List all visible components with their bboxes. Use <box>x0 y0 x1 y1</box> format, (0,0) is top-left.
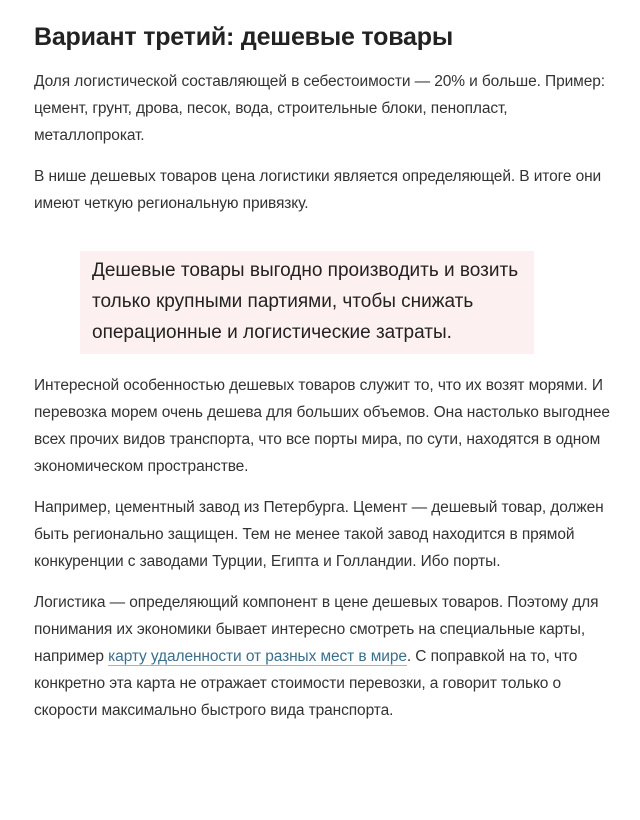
distance-map-link[interactable]: карту удаленности от разных мест в мире <box>108 648 407 665</box>
paragraph-maps-text-before: Логистика — определяющий компонент в цене дешевых товаров. Поэтому для понимания их экономики бывает интересно смотреть на специальные карты, например <box>34 594 599 665</box>
paragraph-cement-example: Например, цементный завод из Петербурга. Цемент — дешевый товар, должен быть регионально защищен. Тем не менее такой завод находится в прямой конкуренции с заводами Турции, Египта и Голландии. Ибо порты. <box>34 499 604 570</box>
paragraph-sea-transport: Интересной особенностью дешевых товаров служит то, что их возят морями. И перевозка морем очень дешева для больших объемов. Она настолько выгоднее всех прочих видов транспорта, что все порты мира, по сути, находятся в одном экономическом пространстве. <box>34 377 610 475</box>
section-heading: Вариант третий: дешевые товары <box>34 23 453 51</box>
paragraph-maps-text-after: . С поправкой на то, что конкретно эта карта не отражает стоимости перевозки, а говорит только о скорости максимально быстрого вида транспорта. <box>34 648 578 719</box>
paragraph-logistics-share: Доля логистической составляющей в себестоимости — 20% и больше. Пример: цемент, грунт, дрова, песок, вода, строительные блоки, пенопласт, металлопрокат. <box>34 73 605 144</box>
paragraph-maps <box>34 589 620 724</box>
pull-quote: Дешевые товары выгодно производить и возить только крупными партиями, чтобы снижать операционные и логистические затраты. <box>80 251 534 354</box>
paragraph-logistics-decisive: В нише дешевых товаров цена логистики является определяющей. В итоге они имеют четкую региональную привязку. <box>34 168 602 212</box>
